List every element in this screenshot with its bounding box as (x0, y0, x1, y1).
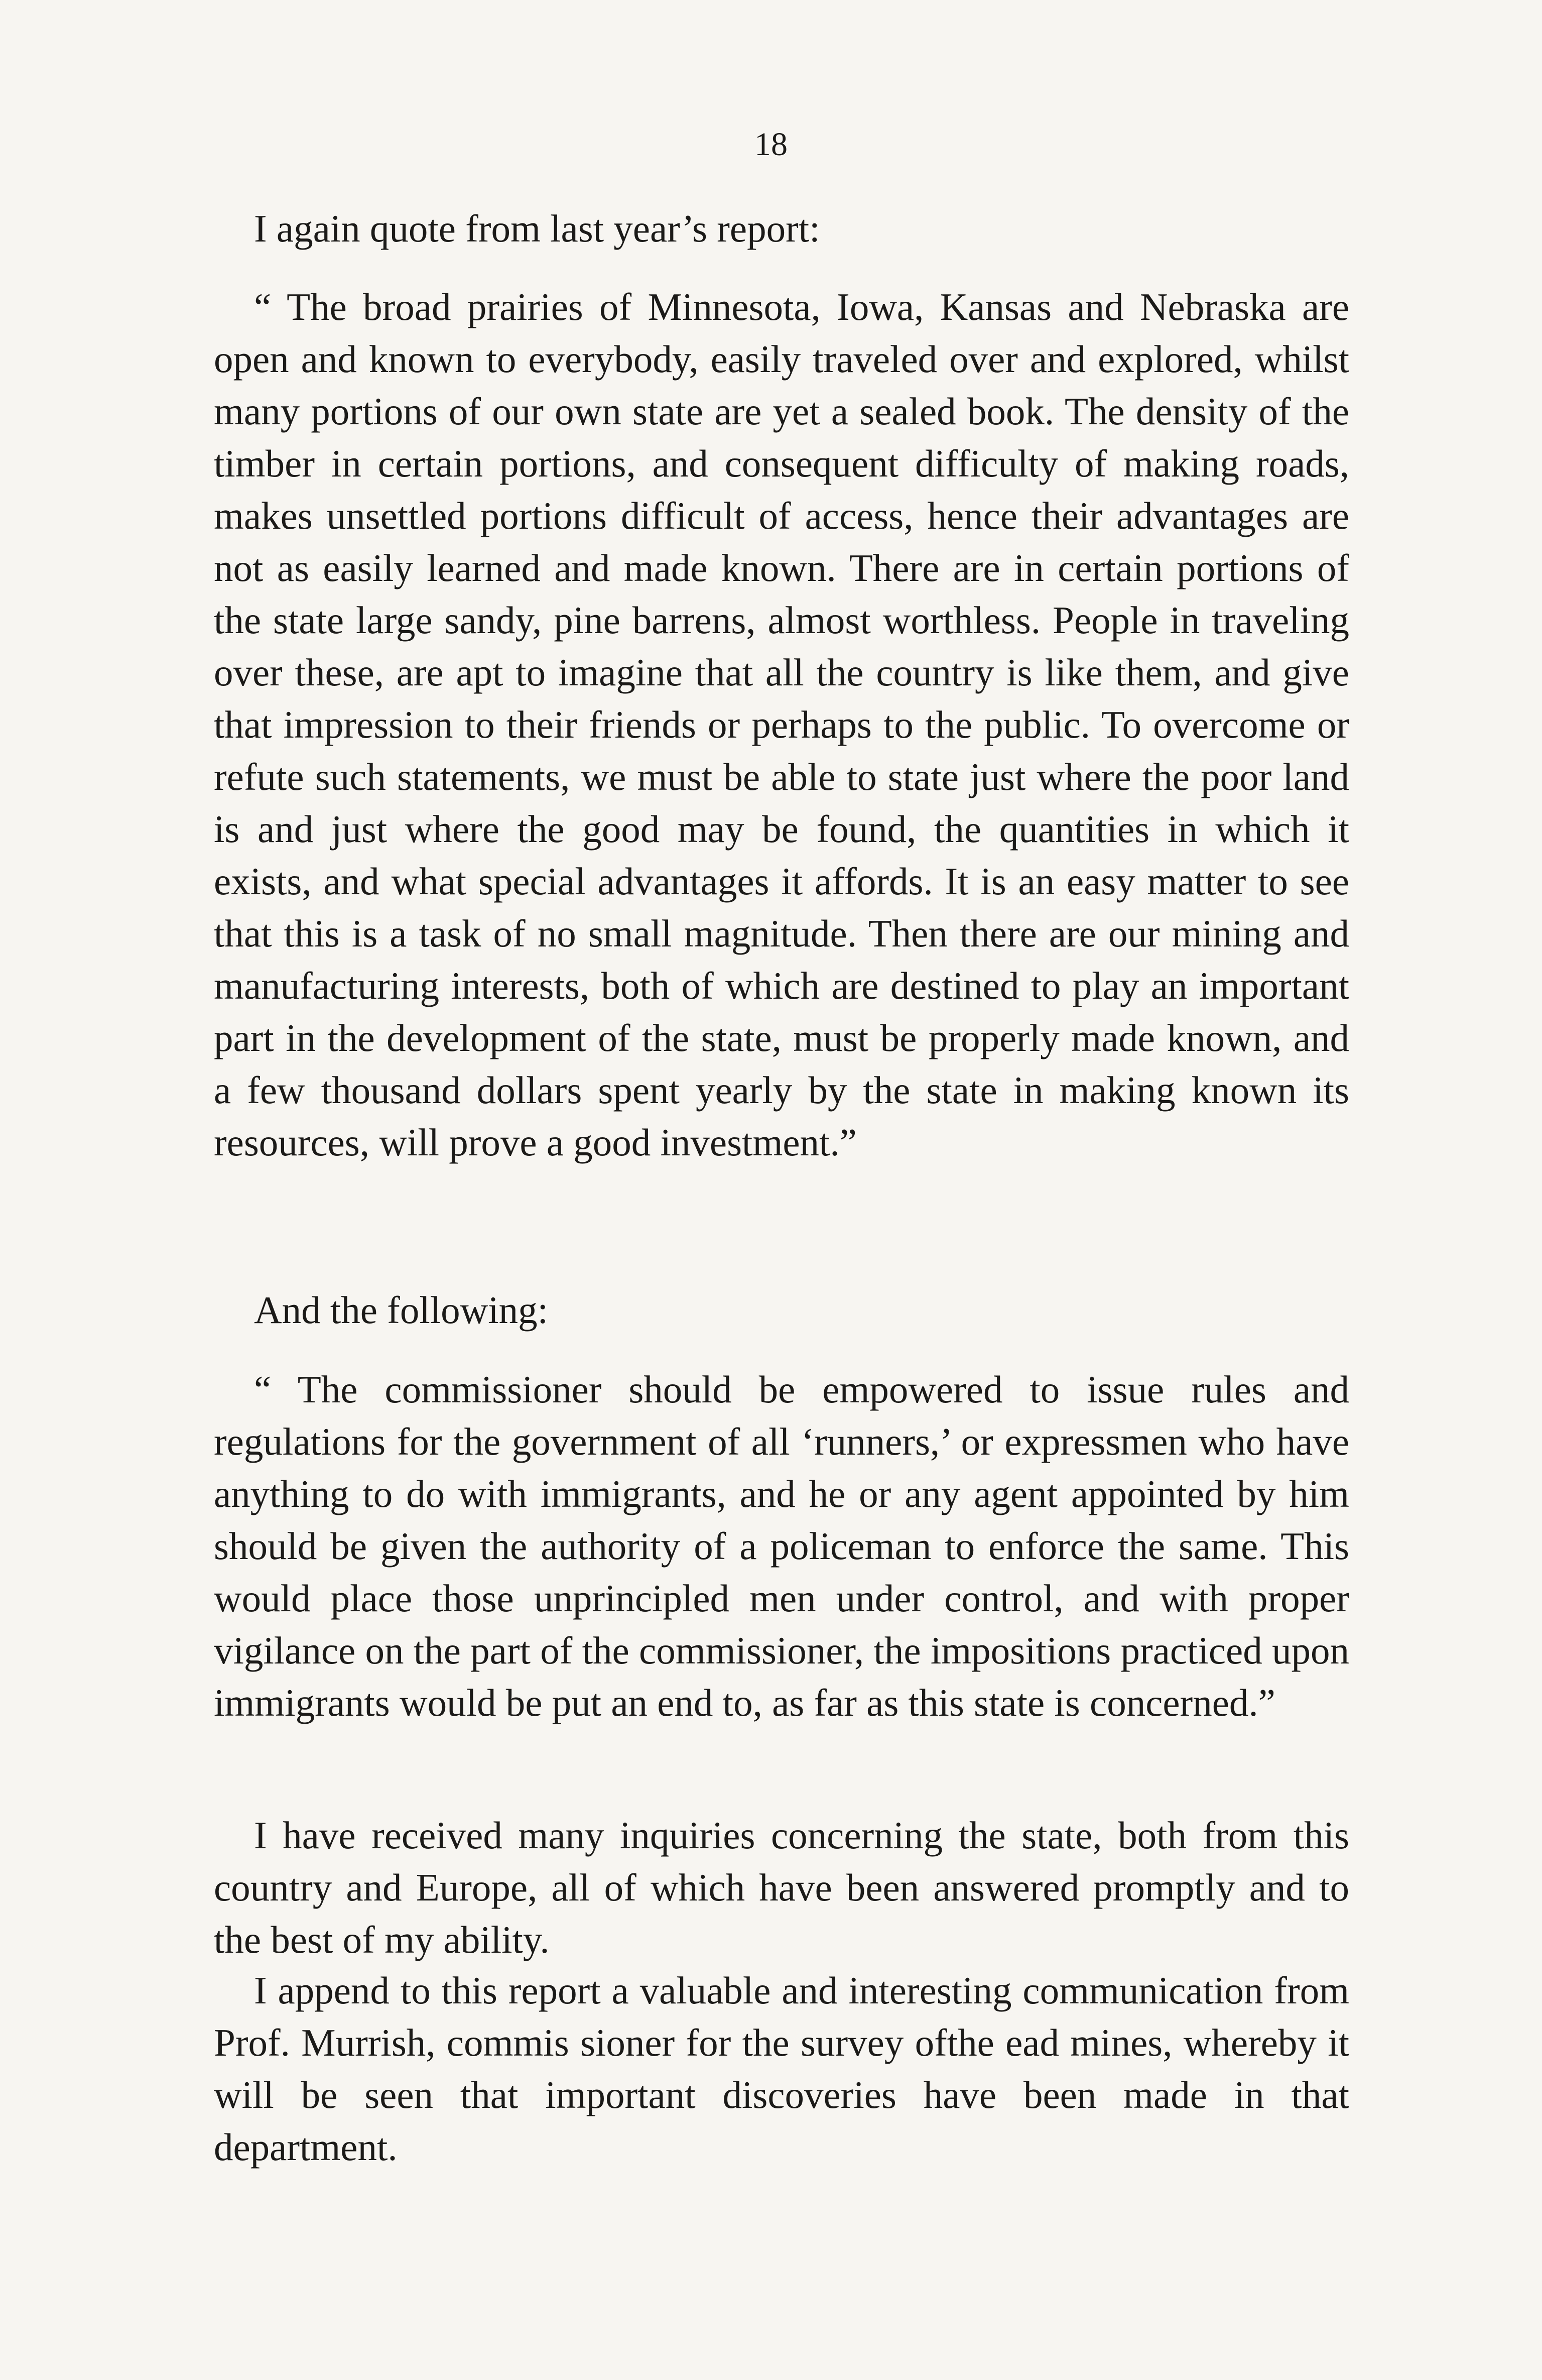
following-paragraph: And the following: (254, 1288, 548, 1332)
quoted-report-paragraph: “ The broad prairies of Minnesota, Iowa, Kansas and Nebraska are open and known to everybody, easily traveled over and explored, whilst many portions of our own state are yet a sealed book. The density of the timber in certain portions, and consequent difficulty of making roads, makes unsettled portions difficult of access, hence their advantages are not as easily learned and made known. There are in certain portions of the state large sandy, pine barrens, almost worthless. People in traveling over these, are apt to imagine that all the country is like them, and give that impression to their friends or perhaps to the public. To overcome or refute such statements, we must be able to state just where the poor land is and just where the good may be found, the quantities in which it exists, and what special advantages it affords. It is an easy matter to see that this is a task of no small magnitude. Then there are our mining and manufacturing interests, both of which are destined to play an important part in the development of the state, must be properly made known, and a few thousand dollars spent yearly by the state in making known its resources, will prove a good investment.” (214, 285, 1349, 1164)
inquiries-paragraph: I have received many inquiries concerning the state, both from this country and Europe, all of which have been answered promptly and to the best of my ability. (214, 1814, 1349, 1961)
append-paragraph: I append to this report a valuable and interesting communication from Prof. Murrish, commis sioner for the survey ofthe ead mines, whereby it will be seen that important discoveries have been made in that department. (214, 1969, 1349, 2169)
page-number: 18 (754, 126, 788, 163)
intro-paragraph: I again quote from last year’s report: (254, 207, 820, 250)
commissioner-quote-paragraph: “ The commissioner should be empowered to issue rules and regulations for the government of all ‘runners,’ or expressmen who have anything to do with immigrants, and he or any agent appointed by him should be given the authority of a policeman to enforce the same. This would place those unprincipled men under control, and with proper vigilance on the part of the commissioner, the impositions practiced upon immigrants would be put an end to, as far as this state is concerned.” (214, 1368, 1349, 1724)
